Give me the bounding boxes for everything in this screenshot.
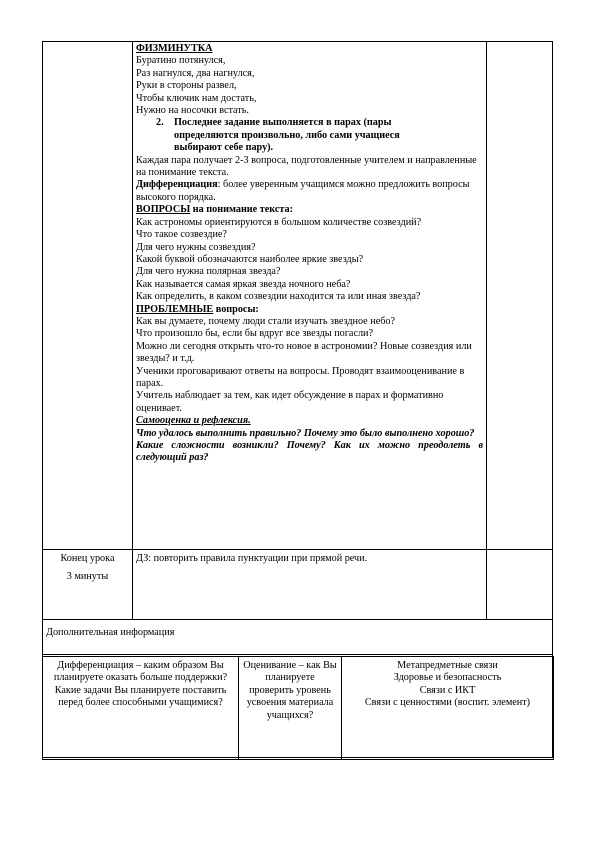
task-2: [136, 117, 483, 154]
end-time: 3 минуты: [66, 571, 109, 583]
question-item: Какой буквой обозначаются наиболее яркие звезды?: [136, 253, 364, 265]
assessment-question: Оценивание – как Вы планируете проверить уровень усвоения материала учащихся?: [239, 657, 342, 760]
selfassessment-title: Самооценка и рефлексия.: [136, 415, 251, 427]
additional-info-title: Дополнительная информация: [46, 627, 175, 638]
main-activity-row: [43, 42, 553, 550]
differentiation-question: Дифференциация – каким образом Вы планируете оказать больше поддержки? Какие задачи Вы планируете поставить перед более способными учащимися?: [43, 657, 239, 760]
cross-link-item: Метапредметные связи: [397, 660, 498, 671]
task-2-line: выбирают себе пару).: [174, 142, 274, 154]
problem-heading: ПРОБЛЕМНЫЕ вопросы:: [136, 303, 259, 315]
problem-question: Можно ли сегодня открыть что-то новое в астрономии? Новые созвездия или звезды? и т.д.: [136, 340, 472, 365]
question-item: Для чего нужны созвездия?: [136, 241, 256, 253]
task-2-line: определяются произвольно, либо сами учащиеся: [174, 129, 400, 141]
additional-info-cell: [43, 620, 553, 655]
resources-cell: [487, 42, 553, 550]
question-item: Как определить, в каком созвездии находится та или иная звезда?: [136, 291, 421, 303]
question-item: Что такое созвездие?: [136, 229, 227, 241]
poem-line: Чтобы ключик нам достать,: [136, 92, 257, 104]
activity-cell: [133, 42, 487, 550]
cross-link-item: Здоровье и безопасность: [393, 672, 502, 684]
end-resources-cell: [487, 550, 553, 620]
cross-curricular-cell: [342, 657, 554, 760]
end-label: Конец урока: [60, 553, 115, 564]
students-text: Ученики проговаривают ответы на вопросы. Проводят взаимооценивание в парах.: [136, 365, 465, 389]
poem-line: Раз нагнулся, два нагнулся,: [136, 67, 255, 79]
poem-line: Буратино потянулся,: [136, 55, 226, 67]
homework-text: ДЗ: повторить правила пунктуации при прямой речи.: [136, 553, 368, 564]
question-item: Как называется самая яркая звезда ночного неба?: [136, 278, 351, 290]
lesson-table: [42, 41, 553, 758]
differentiation-text: Дифференциация: более уверенным учащимся можно предложить вопросы высокого порядка.: [136, 179, 470, 203]
questions-heading: ВОПРОСЫ на понимание текста:: [136, 204, 294, 216]
pairs-text: Каждая пара получает 2-3 вопроса, подготовленные учителем и направленные на понимание текста.: [136, 154, 477, 179]
problem-question: Что произошло бы, если бы вдруг все звезды погасли?: [136, 328, 374, 340]
question-item: Как астрономы ориентируются в большом количестве созвездий?: [136, 216, 422, 228]
cross-link-item: Связи с ценностями (воспит. элемент): [364, 697, 531, 709]
end-stage-cell: [43, 550, 133, 620]
differentiation-label: Дифференциация: [136, 179, 218, 191]
poem-line: Нужно на носочки встать.: [136, 105, 249, 117]
teacher-text: Учитель наблюдает за тем, как идет обсуждение в парах и формативно оценивает.: [136, 390, 444, 414]
stage-cell: [43, 42, 133, 550]
additional-details-table: [42, 656, 554, 760]
homework-cell: [133, 550, 487, 620]
fizminutka-title: ФИЗМИНУТКА: [136, 43, 213, 54]
poem-line: Руки в стороны развел,: [136, 80, 237, 92]
reflection-question: Что удалось выполнить правильно? Почему это было выполнено хорошо?: [136, 427, 475, 439]
task-2-line: Последнее задание выполняется в парах (пары: [174, 117, 392, 129]
task-2-number: 2.: [156, 117, 164, 129]
additional-info-row: [43, 620, 553, 655]
problem-question: Как вы думаете, почему люди стали изучать звездное небо?: [136, 315, 396, 327]
cross-link-item: Связи с ИКТ: [419, 684, 476, 696]
reflection-question: Какие сложности возникли? Почему? Как их можно преодолеть в следующий раз?: [136, 440, 483, 464]
question-item: Для чего нужна полярная звезда?: [136, 266, 281, 278]
end-of-lesson-row: [43, 550, 553, 620]
